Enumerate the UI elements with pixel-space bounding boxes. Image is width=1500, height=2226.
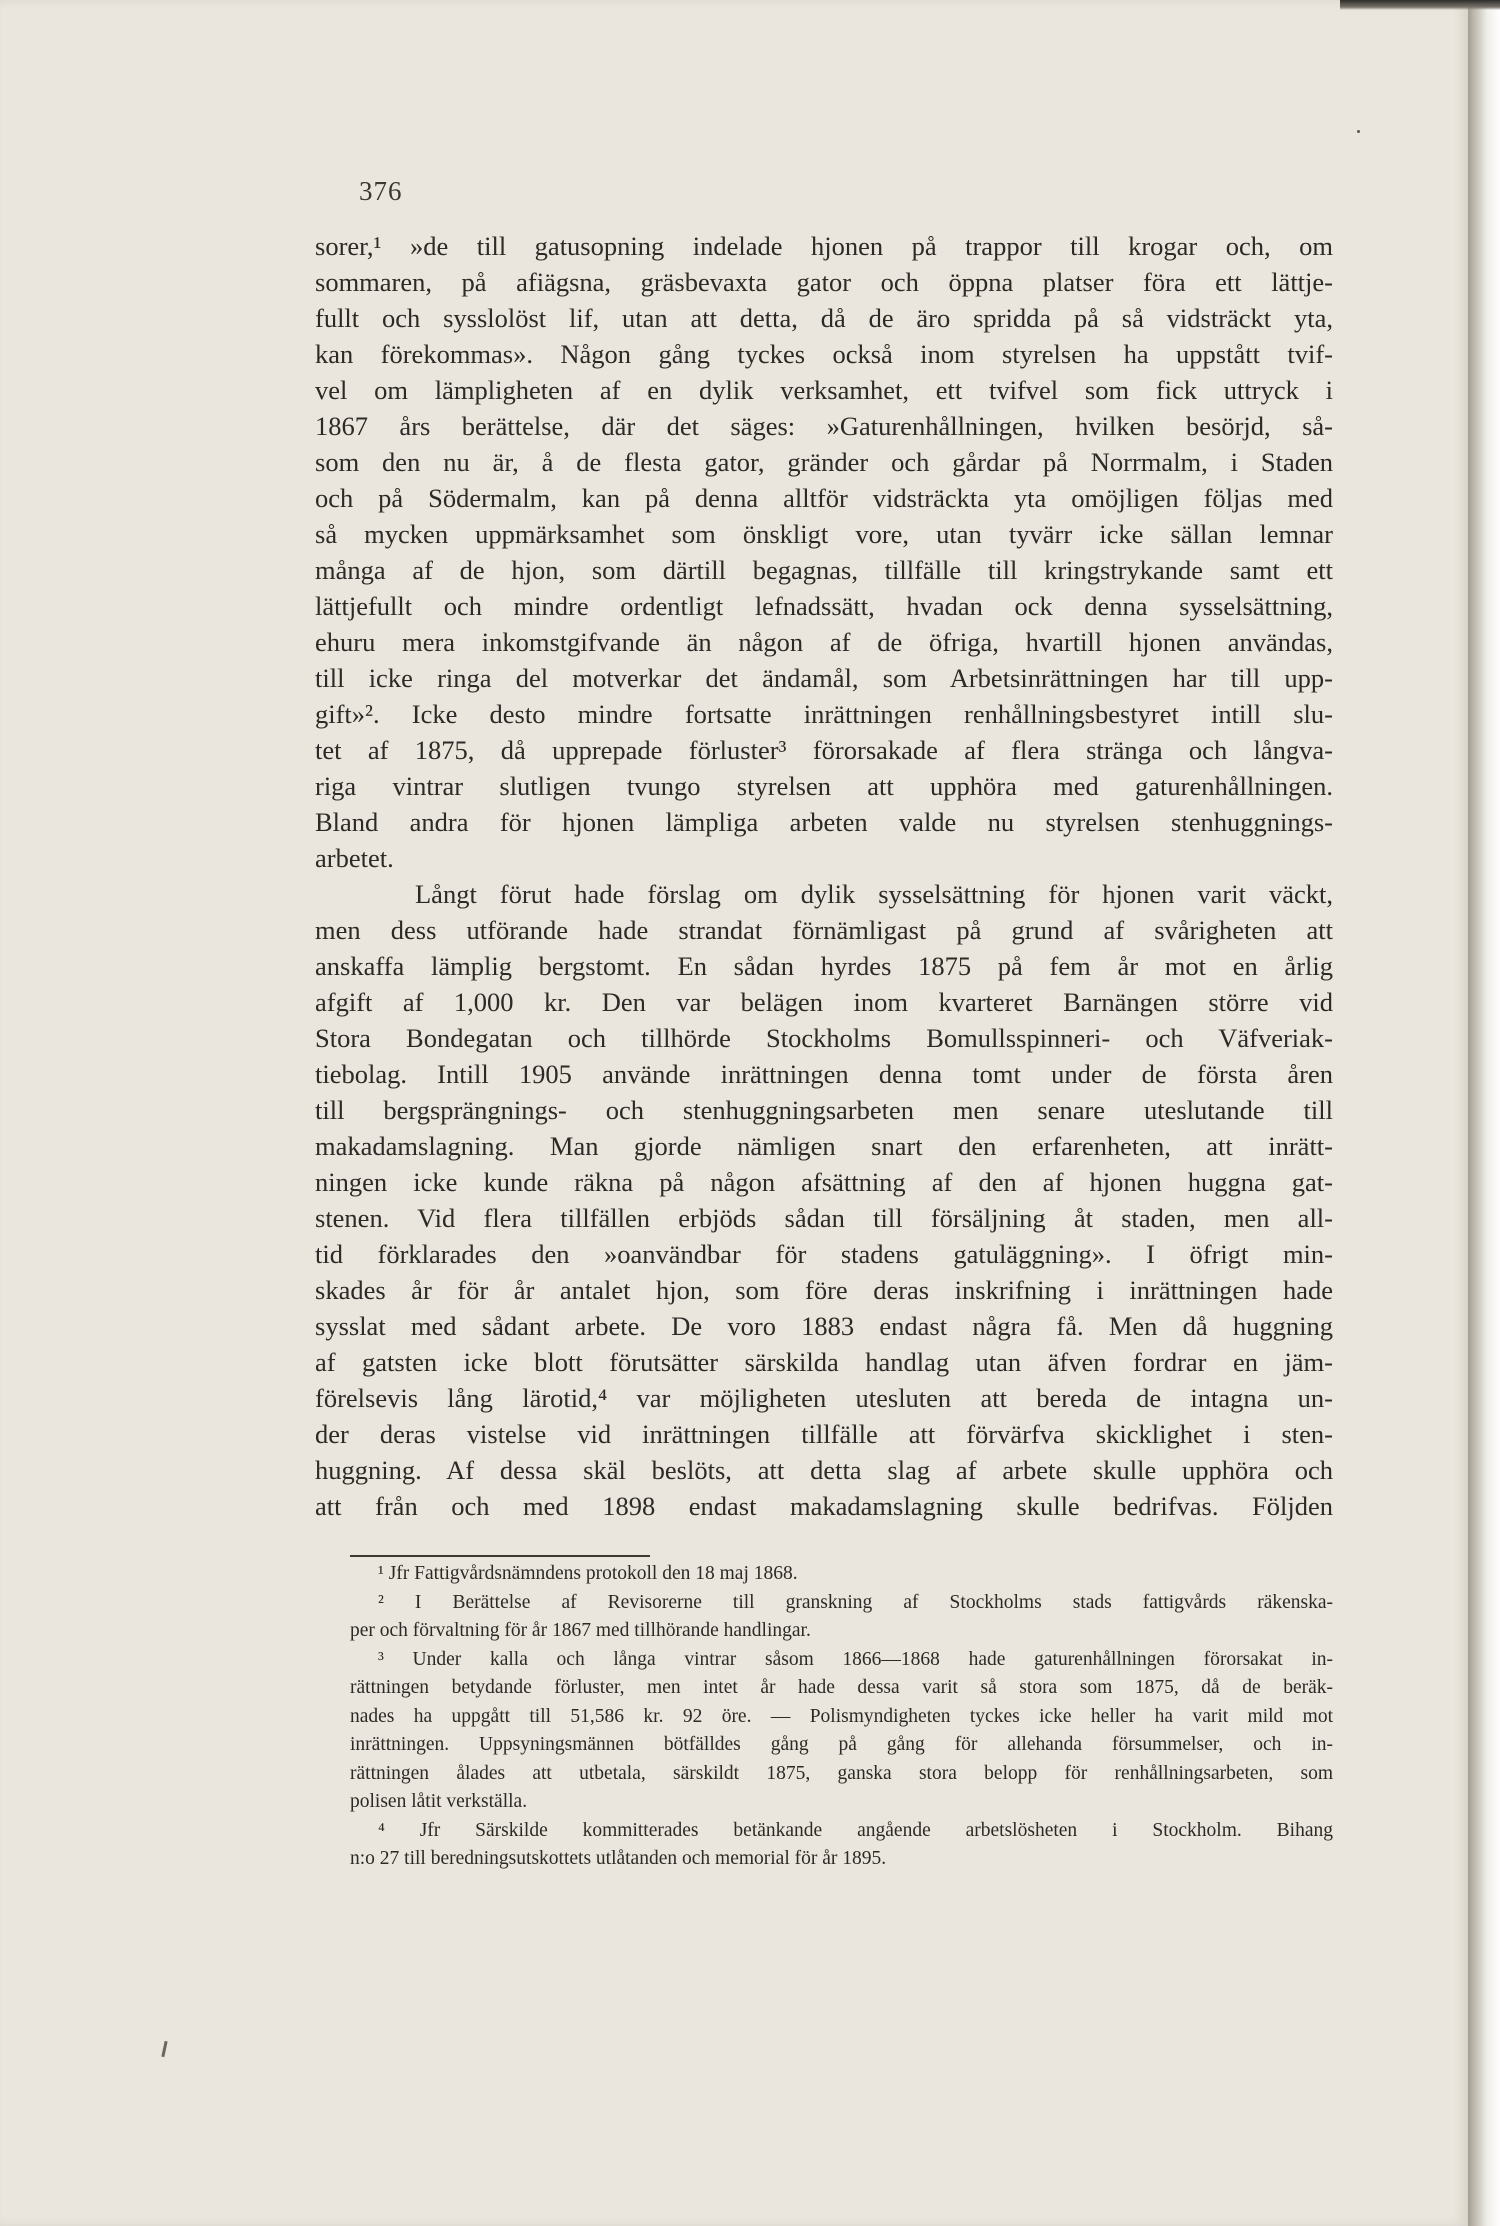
- text-line: fullt och sysslolöst lif, utan att detta, då de äro spridda på så vidsträckt yta,: [315, 303, 1333, 333]
- text-line: anskaffa lämplig bergstomt. En sådan hyrdes 1875 på fem år mot en årlig: [315, 951, 1333, 981]
- footnote-divider: [350, 1555, 650, 1557]
- text-line: så mycken uppmärksamhet som önskligt vore, utan tyvärr icke sällan lemnar: [315, 519, 1333, 549]
- text-line: till bergsprängnings- och stenhuggningsarbeten men senare uteslutande till: [315, 1095, 1333, 1125]
- footnote-line: rättningen ålades att utbetala, särskildt 1875, ganska stora belopp för renhållningsarbeten, som: [350, 1762, 1333, 1784]
- binding-shadow: [1340, 0, 1500, 10]
- footnote-line: ⁴ Jfr Särskilde kommitterades betänkande angående arbetslösheten i Stockholm. Bihang: [378, 1819, 1333, 1841]
- text-line: sorer,¹ »de till gatusopning indelade hjonen på trappor till krogar och, om: [315, 231, 1333, 261]
- text-line: till icke ringa del motverkar det ändamål, som Arbetsinrättningen har till upp-: [315, 663, 1333, 693]
- footnote-line: inrättningen. Uppsyningsmännen bötfälldes gång på gång för allehanda försummelser, och in-: [350, 1734, 1333, 1755]
- text-line: sysslat med sådant arbete. De voro 1883 endast några få. Men då huggning: [315, 1311, 1333, 1341]
- text-line: Stora Bondegatan och tillhörde Stockholms Bomullsspinneri- och Väfveriak-: [315, 1023, 1333, 1053]
- text-line: lättjefullt och mindre ordentligt lefnadssätt, hvadan ock denna sysselsättning,: [315, 591, 1333, 621]
- footnote-line: nades ha uppgått till 51,586 kr. 92 öre. — Polismyndigheten tyckes icke heller ha varit mild mot: [350, 1705, 1333, 1727]
- text-line: och på Södermalm, kan på denna alltför vidsträckta yta omöjligen följas med: [315, 483, 1333, 513]
- text-line: tiebolag. Intill 1905 använde inrättningen denna tomt under de första åren: [315, 1059, 1333, 1089]
- text-line: många af de hjon, som därtill begagnas, tillfälle till kringstrykande samt ett: [315, 555, 1333, 585]
- text-line: ningen icke kunde räkna på någon afsättning af den af hjonen huggna gat-: [315, 1167, 1333, 1197]
- text-line: der deras vistelse vid inrättningen tillfälle att förvärfva skicklighet i sten-: [315, 1419, 1333, 1449]
- text-line: Bland andra för hjonen lämpliga arbeten valde nu styrelsen stenhuggnings-: [315, 807, 1333, 837]
- footnote-line: rättningen betydande förluster, men intet år hade dessa varit så stora som 1875, då de beräk-: [350, 1677, 1333, 1698]
- text-line: vel om lämpligheten af en dylik verksamhet, ett tvifvel som fick uttryck i: [315, 375, 1333, 405]
- text-line: gift»². Icke desto mindre fortsatte inrättningen renhållningsbestyret intill slu-: [315, 699, 1333, 729]
- paragraph-start-line: Långt förut hade förslag om dylik sysselsättning för hjonen varit väckt,: [415, 879, 1333, 909]
- body-text: [315, 228, 1333, 1524]
- text-line: sommaren, på afiägsna, gräsbevaxta gator och öppna platser föra ett lättje-: [315, 267, 1333, 297]
- text-line: makadamslagning. Man gjorde nämligen snart den erfarenheten, att inrätt-: [315, 1131, 1333, 1161]
- text-line: riga vintrar slutligen tvungo styrelsen att upphöra med gaturenhållningen.: [315, 771, 1333, 801]
- text-line: kan förekommas». Någon gång tyckes också inom styrelsen ha uppstått tvif-: [315, 339, 1333, 369]
- text-line: 1867 års berättelse, där det säges: »Gaturenhållningen, hvilken besörjd, så-: [315, 411, 1333, 441]
- text-line: att från och med 1898 endast makadamslagning skulle bedrifvas. Följden: [315, 1491, 1333, 1521]
- text-line: ehuru mera inkomstgifvande än någon af de öfriga, hvartill hjonen användas,: [315, 627, 1333, 657]
- text-line: som den nu är, å de flesta gator, gränder och gårdar på Norrmalm, i Staden: [315, 447, 1333, 477]
- text-line: afgift af 1,000 kr. Den var belägen inom kvarteret Barnängen större vid: [315, 987, 1333, 1017]
- footnote-line: per och förvaltning för år 1867 med tillhörande handlingar.: [350, 1620, 811, 1641]
- text-line: tet af 1875, då upprepade förluster³ förorsakade af flera stränga och långva-: [315, 735, 1333, 765]
- footnote-line: polisen låtit verkställa.: [350, 1791, 528, 1812]
- page-number: 376: [359, 176, 403, 206]
- text-line: tid förklarades den »oanvändbar för stadens gatuläggning». I öfrigt min-: [315, 1239, 1333, 1269]
- footnote-line: n:o 27 till beredningsutskottets utlåtanden och memorial för år 1895.: [350, 1848, 887, 1869]
- text-line: arbetet.: [315, 843, 394, 873]
- footnote-line: ³ Under kalla och långa vintrar såsom 1866—1868 hade gaturenhållningen förorsakat in-: [378, 1648, 1333, 1670]
- text-line: stenen. Vid flera tillfällen erbjöds sådan till försäljning åt staden, men all-: [315, 1203, 1333, 1233]
- footnote-line: ² I Berättelse af Revisorerne till granskning af Stockholms stads fattigvårds räkenska-: [378, 1591, 1333, 1613]
- text-line: skades år för år antalet hjon, som före deras inskrifning i inrättningen hade: [315, 1275, 1333, 1305]
- ink-speck: [1357, 130, 1360, 133]
- text-line: förelsevis lång lärotid,⁴ var möjligheten utesluten att bereda de intagna un-: [315, 1383, 1333, 1413]
- ink-speck: [161, 2041, 167, 2057]
- text-line: af gatsten icke blott förutsätter särskilda handlag utan äfven fordrar en jäm-: [315, 1347, 1333, 1377]
- text-line: huggning. Af dessa skäl beslöts, att detta slag af arbete skulle upphöra och: [315, 1455, 1333, 1485]
- page-edge: [1468, 0, 1500, 2226]
- footnote-line: ¹ Jfr Fattigvårdsnämndens protokoll den 18 maj 1868.: [378, 1563, 798, 1584]
- text-line: men dess utförande hade strandat förnämligast på grund af svårigheten att: [315, 915, 1333, 945]
- footnotes: [350, 1560, 1333, 1874]
